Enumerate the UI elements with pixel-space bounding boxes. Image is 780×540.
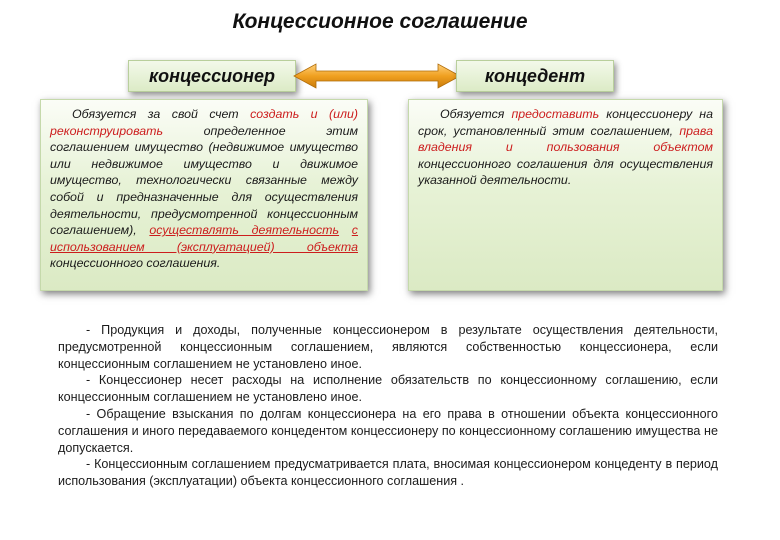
- note-item: - Концессионер несет расходы на исполнение обязательств по концессионному соглашению, если концессионным соглашением не установлено иное.: [58, 373, 718, 405]
- note-item: - Обращение взыскания по долгам концессионера на его права в отношении объекта концессионного соглашения и иного передаваемого концедентом концессионеру по концессионному соглашению имущества не допускается.: [58, 406, 718, 455]
- note-item: - Концессионным соглашением предусматривается плата, вносимая концессионером концеденту в период использования (эксплуатации) объекта концессионного соглашения .: [58, 457, 718, 489]
- double-arrow-icon: [292, 62, 462, 90]
- note-item: - Продукция и доходы, полученные концессионером в результате осуществления деятельности, предусмотренной концессионным соглашением, являются собственностью концессионера, если концессионным соглашением не установлено иное.: [58, 323, 718, 371]
- highlight-operate: осуществлять деятельность: [149, 223, 340, 238]
- concessionaire-box: концессионер: [128, 60, 296, 92]
- grantor-obligations-panel: [408, 99, 723, 291]
- highlight-use: с использованием (эксплуатацией) объекта: [50, 223, 358, 254]
- page-title: Концессионное соглашение: [232, 10, 528, 33]
- notes-section: [58, 322, 718, 490]
- highlight-create: создать и (или) реконструировать: [50, 107, 358, 138]
- grantor-obligations-text: Обязуется предоставить концессионеру на срок, установленный этим соглашением, права владения и пользования объектом концессионного соглашения для осуществления указанной деятельности.: [418, 107, 713, 188]
- grantor-box: концедент: [456, 60, 614, 92]
- highlight-provide: предоставить: [511, 107, 600, 121]
- highlight-rights: права владения и пользования объектом: [418, 123, 713, 155]
- concessionaire-obligations-text: Обязуется за свой счет создать и (или) реконструировать определенное этим соглашением имущество (недвижимое имущество или недвижимое имущество и движимое имущество, технологически связанные между собой и предназначенные для осуществления деятельности, предусмотренной концессионным соглашением), осуществлять деятельность с использованием (эксплуатацией) объекта концессионного соглашения.: [50, 107, 358, 271]
- concessionaire-obligations-panel: [40, 99, 368, 291]
